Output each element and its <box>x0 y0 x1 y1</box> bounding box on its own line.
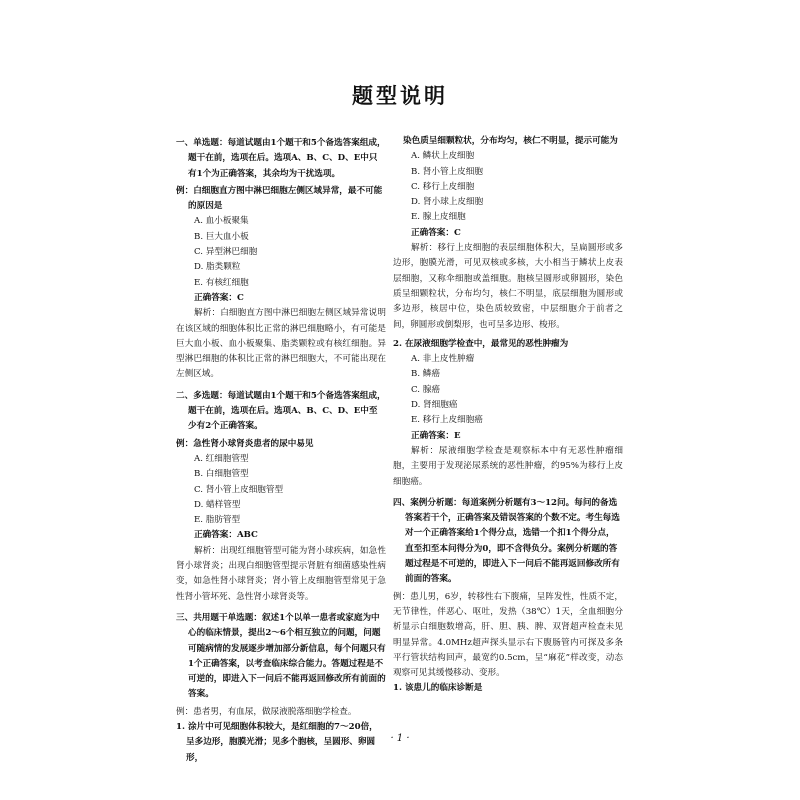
section-shared-stem: 三、共用题干单选题：叙述1个以单一患者或家庭为中心的临床情景，提出2～6个相互独立的问题，问题可随病情的发展逐步增加部分新信息，每个问题只有1个正确答案，以考查临床综合能力。答题过程是不可逆的，即进入下一问后不能再返回修改所有前面的答案。 <box>176 612 386 700</box>
example-2-options <box>176 452 386 528</box>
example-3-case: 例：患者男，有血尿，做尿液脱落细胞学检查。 <box>176 706 357 717</box>
question-2-analysis: 解析：尿液细胞学检查是观察标本中有无恶性肿瘤细胞，主要用于发现泌尿系统的恶性肿瘤，约95%为移行上皮细胞癌。 <box>393 445 623 487</box>
question-1-analysis: 解析：移行上皮细胞的表层细胞体积大，呈扁圆形或多边形，胞膜光滑，可见双核或多核，大小相当于鳞状上皮表层细胞，又称伞细胞或盖细胞。胞核呈圆形或卵圆形，染色质呈细颗粒状，分布均匀，核仁不明显，底层细胞为圆形或多边形，核居中位，染色质较致密，中层细胞介于前者之间，卵圆形或倒梨形，也可呈多边形、梭形。 <box>393 243 623 330</box>
option: A. 鳞状上皮细胞 <box>411 151 475 162</box>
example-2-answer: 正确答案：ABC <box>194 530 258 541</box>
option: C. 腺癌 <box>411 384 440 395</box>
option: E. 腺上皮细胞 <box>411 212 466 223</box>
left-column <box>176 134 386 766</box>
example-2-analysis: 解析：出现红细胞管型可能为肾小球疾病，如急性肾小球肾炎；出现白细胞管型提示肾脏有细菌感染性病变，如急性肾小球肾炎；肾小管上皮细胞管型常见于急性肾小管坏死、急性肾小球肾炎等。 <box>176 545 386 602</box>
example-4-case: 例：患儿男，6岁，转移性右下腹痛，呈阵发性，性质不定，无节律性，伴恶心、呕吐，发热（38℃）1天，全血细胞分析显示白细胞数增高，肝、胆、胰、脾、双肾超声检查未见明显异常。4.0MHz超声探头显示右下腹肠管内可探及多条平行管状结构回声，最宽约0.5cm，呈“麻花”样改变，动态观察可见其缓慢移动、变形。 <box>393 591 623 679</box>
option: E. 脂肪管型 <box>194 515 241 526</box>
right-column <box>393 134 623 697</box>
option: B. 巨大血小板 <box>194 231 249 242</box>
option: A. 红细胞管型 <box>194 453 249 464</box>
example-4-question-1: 1. 该患儿的临床诊断是 <box>393 683 483 694</box>
example-1-answer: 正确答案：C <box>194 292 244 303</box>
example-2-question: 例：急性肾小球肾炎患者的尿中易见 <box>176 438 314 449</box>
option: C. 移行上皮细胞 <box>411 181 475 192</box>
example-1-analysis: 解析：白细胞直方图中淋巴细胞左侧区域异常说明在该区域的细胞体积比正常的淋巴细胞略小，有可能是巨大血小板、血小板聚集、脂类颗粒或有核红细胞。异型淋巴细胞的体积比正常的淋巴细胞大，不可能出现在左侧区域。 <box>176 308 386 380</box>
option: C. 异型淋巴细胞 <box>194 247 258 258</box>
question-2: 2. 在尿液细胞学检查中，最常见的恶性肿瘤为 <box>393 338 569 349</box>
question-1-continued: 染色质呈细颗粒状，分布均匀，核仁不明显，提示可能为 <box>403 136 618 146</box>
option: A. 血小板聚集 <box>194 216 249 227</box>
option: B. 白细胞管型 <box>194 469 249 480</box>
option: D. 肾细胞癌 <box>411 400 458 411</box>
option: E. 移行上皮细胞癌 <box>411 415 483 426</box>
page-number: · 1 · <box>390 733 410 744</box>
option: A. 非上皮性肿瘤 <box>411 354 475 365</box>
option: D. 肾小球上皮细胞 <box>411 197 484 208</box>
question-1-answer: 正确答案：C <box>411 227 461 238</box>
section-multiple-choice: 二、多选题：每道试题由1个题干和5个备选答案组成，题干在前，选项在后。选项A、B、C、D、E中至少有2个正确答案。 <box>176 390 386 432</box>
section-single-choice: 一、单选题：每道试题由1个题干和5个备选答案组成，题干在前，选项在后。选项A、B、C、D、E中只有1个为正确答案，其余均为干扰选项。 <box>176 138 386 179</box>
option: B. 肾小管上皮细胞 <box>411 166 483 177</box>
example-3-question-1: 1. 涂片中可见细胞体积较大，是红细胞的7～20倍，呈多边形，胞膜光滑；见多个胞核，呈圆形、卵圆形， <box>176 721 378 763</box>
option: D. 脂类颗粒 <box>194 262 241 273</box>
option: D. 蜡样管型 <box>194 499 241 510</box>
option: B. 鳞癌 <box>411 369 440 380</box>
example-1-options <box>176 214 386 290</box>
question-1-options <box>393 149 623 225</box>
question-2-answer: 正确答案：E <box>411 430 461 441</box>
example-1-question: 例：白细胞直方图中淋巴细胞左侧区域异常，最不可能的原因是 <box>176 185 383 212</box>
question-2-options <box>393 352 623 428</box>
section-case-analysis: 四、案例分析题：每道案例分析题有3～12问。每问的备选答案若干个，正确答案及错误答案的个数不定。考生每选对一个正确答案给1个得分点，选错一个扣1个得分点，直至扣至本问得分为0，即不含得负分。案例分析题的答题过程是不可逆的，即进入下一问后不能再返回修改所有前面的答案。 <box>393 497 620 585</box>
option: E. 有核红细胞 <box>194 277 249 288</box>
page-title: 题型说明 <box>352 83 448 108</box>
option: C. 肾小管上皮细胞管型 <box>194 484 284 495</box>
